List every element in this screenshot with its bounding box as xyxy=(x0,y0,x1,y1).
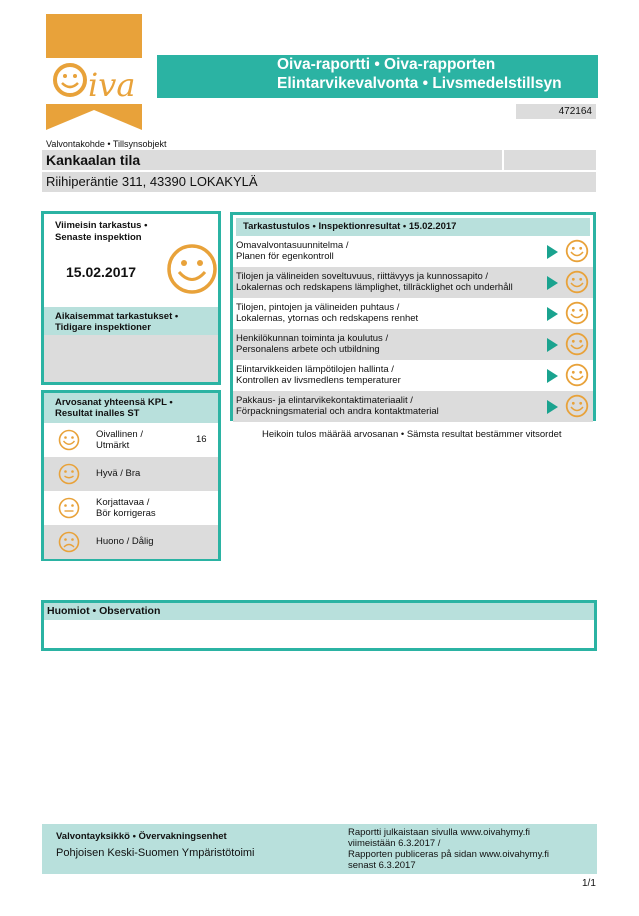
object-name: Kankaalan tila xyxy=(46,152,141,168)
oiva-logo xyxy=(46,14,142,130)
supervision-unit-name: Pohjoisen Keski-Suomen Ympäristötoimi xyxy=(56,847,255,859)
sad-smiley-icon xyxy=(58,531,80,553)
excellent-smiley-icon xyxy=(58,429,80,451)
report-reference-number: 472164 xyxy=(516,104,596,119)
object-address: Riihiperäntie 311, 43390 LOKAKYLÄ xyxy=(46,174,258,189)
good-smiley-icon xyxy=(58,463,80,485)
latest-inspection-panel xyxy=(41,211,221,385)
grade-row-fix xyxy=(44,491,218,525)
inspection-results-title: Tarkastustulos • Inspektionresultat • 15.02.2017 xyxy=(236,218,590,236)
grade-label: Korjattavaa / xyxy=(96,497,150,508)
grade-count: 16 xyxy=(196,434,207,445)
results-note: Heikoin tulos määrää arvosanan • Sämsta resultat bestämmer vitsordet xyxy=(262,429,562,440)
neutral-smiley-icon xyxy=(58,497,80,519)
observation-title: Huomiot • Observation xyxy=(44,603,594,620)
previous-inspections-list xyxy=(44,335,218,382)
inspection-result-row xyxy=(233,298,593,329)
grade-row-poor xyxy=(44,525,218,559)
inspection-results-panel xyxy=(230,212,596,421)
result-label-sv: Planen för egenkontroll xyxy=(236,251,334,262)
object-name-row xyxy=(42,150,596,170)
object-label: Valvontakohde • Tillsynsobjekt xyxy=(46,139,167,149)
svg-text:iva: iva xyxy=(88,66,136,104)
grades-title: Arvosanat yhteensä KPL • Resultat inalles ST xyxy=(44,393,218,423)
result-label-fi: Henkilökunnan toiminta ja koulutus / xyxy=(236,333,389,344)
latest-inspection-date: 15.02.2017 xyxy=(66,264,137,280)
inspection-result-row xyxy=(233,267,593,298)
report-footer xyxy=(42,824,597,874)
inspection-result-row xyxy=(233,329,593,360)
result-label-sv: Lokalernas och redskapens lämplighet, tillräcklighet och underhåll xyxy=(236,282,513,293)
result-label-sv: Personalens arbete och utbildning xyxy=(236,344,380,355)
result-label-fi: Tilojen ja välineiden soveltuvuus, riittävyys ja kunnossapito / xyxy=(236,271,489,282)
result-label-fi: Omavalvontasuunnitelma / xyxy=(236,240,349,251)
result-label-sv: Kontrollen av livsmedlens temperaturer xyxy=(236,375,401,386)
result-label-sv: Lokalernas, ytornas och redskapens renhet xyxy=(236,313,419,324)
excellent-smiley-icon xyxy=(565,239,589,263)
result-label-fi: Elintarvikkeiden lämpötilojen hallinta / xyxy=(236,364,394,375)
publication-info: Raportti julkaistaan sivulla www.oivahymy.fi viimeistään 6.3.2017 / Rapporten publiceras på sidan www.oivahymy.fi senast 6.3.2017 xyxy=(348,827,550,871)
inspection-result-row xyxy=(233,391,593,422)
supervision-unit-label: Valvontayksikkö • Övervakningsenhet xyxy=(56,831,227,842)
observation-panel xyxy=(41,600,597,651)
grade-label: Huono / Dålig xyxy=(96,536,154,547)
latest-inspection-title: Viimeisin tarkastus • Senaste inspektion xyxy=(55,220,148,243)
inspection-result-row xyxy=(233,360,593,391)
grade-label: Bör korrigeras xyxy=(96,508,156,519)
result-label-sv: Förpackningsmaterial och andra kontaktmaterial xyxy=(236,406,439,417)
grades-panel xyxy=(41,390,221,561)
page-number: 1/1 xyxy=(582,878,596,889)
grade-label: Oivallinen / xyxy=(96,429,143,440)
excellent-smiley-icon xyxy=(166,243,218,295)
inspection-result-row xyxy=(233,236,593,267)
result-label-fi: Pakkaus- ja elintarvikekontaktimateriaalit / xyxy=(236,395,413,406)
header-title-line1: Oiva-raportti • Oiva-rapporten xyxy=(277,56,496,73)
result-label-fi: Tilojen, pintojen ja välineiden puhtaus / xyxy=(236,302,400,313)
excellent-smiley-icon xyxy=(565,394,589,418)
play-arrow-icon xyxy=(547,245,558,259)
report-header-banner xyxy=(157,55,598,98)
grade-label: Hyvä / Bra xyxy=(96,468,141,479)
grade-row-good xyxy=(44,457,218,491)
excellent-smiley-icon xyxy=(565,363,589,387)
excellent-smiley-icon xyxy=(565,301,589,325)
grade-row-excellent xyxy=(44,423,218,457)
header-title-line2: Elintarvikevalvonta • Livsmedelstillsyn xyxy=(277,75,562,92)
play-arrow-icon xyxy=(547,338,558,352)
play-arrow-icon xyxy=(547,400,558,414)
previous-inspections-title: Aikaisemmat tarkastukset • Tidigare inspektioner xyxy=(44,307,218,335)
excellent-smiley-icon xyxy=(565,270,589,294)
grade-label: Utmärkt xyxy=(96,440,130,451)
play-arrow-icon xyxy=(547,369,558,383)
play-arrow-icon xyxy=(547,276,558,290)
excellent-smiley-icon xyxy=(565,332,589,356)
object-address-row xyxy=(42,172,596,192)
play-arrow-icon xyxy=(547,307,558,321)
